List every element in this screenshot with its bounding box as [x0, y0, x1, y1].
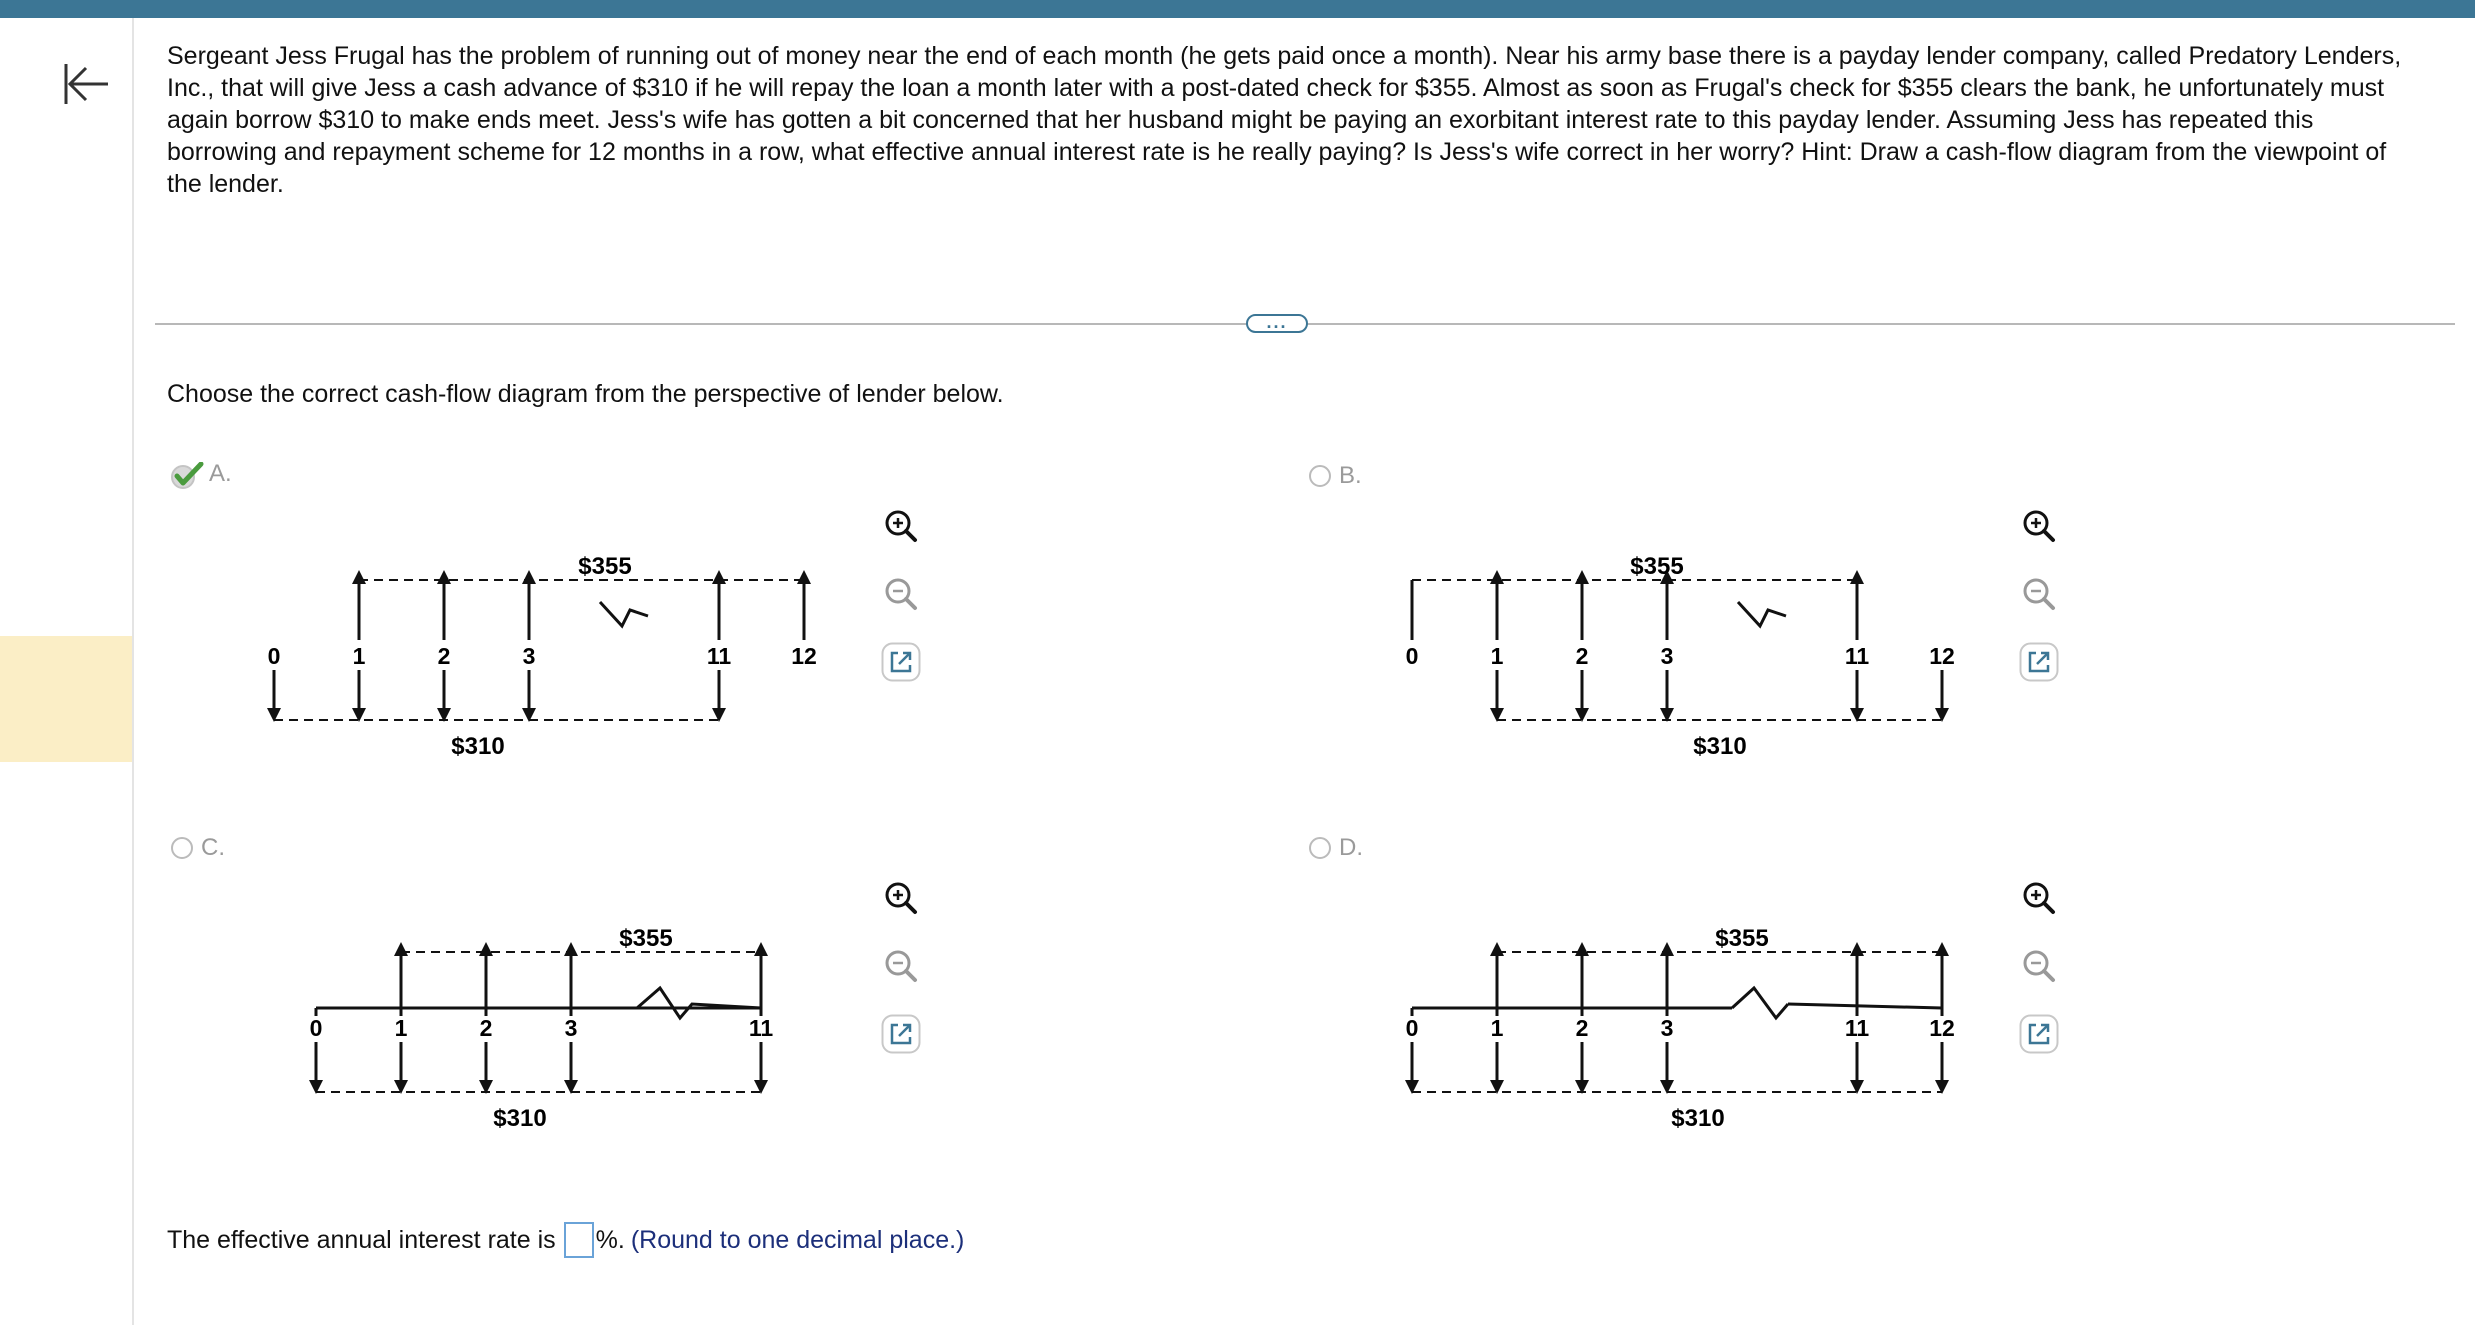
payment-amount: $310: [1671, 1105, 1725, 1132]
tick-label: 0: [267, 643, 281, 669]
option-a-popout-button[interactable]: [881, 642, 921, 682]
option-d-popout-button[interactable]: [2019, 1014, 2059, 1054]
receipt-amount: $355: [619, 925, 673, 952]
payment-amount: $310: [1693, 733, 1747, 760]
zoom-in-icon: [881, 506, 921, 546]
zoom-out-icon: [2019, 574, 2059, 614]
tick-label: 12: [1929, 643, 1955, 669]
option-a-zoom-out-button[interactable]: [881, 574, 921, 614]
zoom-out-icon: [2019, 946, 2059, 986]
option-b-zoom-out-button[interactable]: [2019, 574, 2059, 614]
option-b-popout-button[interactable]: [2019, 642, 2059, 682]
option-d-label: D.: [1339, 834, 1363, 861]
option-a-zoom-in-button[interactable]: [881, 506, 921, 546]
option-b[interactable]: [1309, 462, 1362, 490]
receipt-amount: $355: [1630, 553, 1684, 580]
zoom-in-icon: [2019, 878, 2059, 918]
popout-icon: [881, 1014, 921, 1054]
option-d[interactable]: [1309, 834, 1363, 862]
option-c-popout-button[interactable]: [881, 1014, 921, 1054]
diagram-b: [1388, 540, 1978, 760]
back-icon: [58, 58, 114, 110]
tick-label: 11: [1844, 1015, 1870, 1041]
diagram-c: [292, 912, 802, 1132]
option-a-label: A.: [209, 460, 232, 487]
tick-label: 1: [394, 1015, 408, 1041]
popout-icon: [2019, 1014, 2059, 1054]
sidebar: [0, 18, 134, 1325]
receipt-amount: $355: [578, 553, 632, 580]
tick-label: 12: [791, 643, 817, 669]
sidebar-highlight: [0, 636, 132, 762]
option-c-zoom-out-button[interactable]: [881, 946, 921, 986]
diagram-d: [1388, 912, 1978, 1132]
zoom-out-icon: [881, 946, 921, 986]
tick-label: 2: [479, 1015, 493, 1041]
option-d-zoom-out-button[interactable]: [2019, 946, 2059, 986]
tick-label: 2: [1575, 1015, 1589, 1041]
tick-label: 2: [1575, 643, 1589, 669]
option-b-zoom-in-button[interactable]: [2019, 506, 2059, 546]
option-d-zoom-in-button[interactable]: [2019, 878, 2059, 918]
option-b-label: B.: [1339, 462, 1362, 489]
checkmark-icon: [171, 462, 205, 490]
tick-label: 0: [1405, 643, 1419, 669]
popout-icon: [2019, 642, 2059, 682]
zoom-in-icon: [2019, 506, 2059, 546]
tick-label: 12: [1929, 1015, 1955, 1041]
diagram-a: [250, 540, 840, 760]
popout-icon: [881, 642, 921, 682]
option-c-radio[interactable]: [171, 837, 193, 859]
option-c-label: C.: [201, 834, 225, 861]
option-a-radio[interactable]: [171, 462, 195, 486]
tick-label: 3: [522, 643, 536, 669]
option-c[interactable]: [171, 834, 225, 862]
problem-text: Sergeant Jess Frugal has the problem of running out of money near the end of each month (he gets paid once a month). Near his army base there is a payday lender company, called Predatory Lenders, Inc., that will give Jess a cash advance of $310 if he will repay the loan a month later with a post-dated check for $355. Almost as soon as Frugal's check for $355 clears the bank, he unfortunately must again borrow $310 to make ends meet. Jess's wife has gotten a bit concerned that her husband might be paying an exorbitant interest rate to this payday lender. Assuming Jess has repeated this borrowing and repayment scheme for 12 months in a row, what effective annual interest rate is he really paying? Is Jess's wife correct in her worry? Hint: Draw a cash-flow diagram from the viewpoint of the lender.: [167, 42, 2402, 198]
question-prompt: Choose the correct cash-flow diagram from the perspective of lender below.: [167, 380, 1004, 408]
tick-label: 3: [1660, 1015, 1674, 1041]
tick-label: 0: [309, 1015, 323, 1041]
payment-amount: $310: [451, 733, 505, 760]
tick-label: 1: [1490, 1015, 1504, 1041]
interest-rate-input[interactable]: [564, 1222, 594, 1258]
answer-row: [167, 1222, 964, 1258]
payment-amount: $310: [493, 1105, 547, 1132]
answer-prefix: The effective annual interest rate is: [167, 1225, 556, 1254]
answer-suffix: %.: [595, 1225, 625, 1254]
expand-more-button[interactable]: ...: [1246, 314, 1308, 333]
option-b-radio[interactable]: [1309, 465, 1331, 487]
option-a[interactable]: [171, 460, 232, 488]
tick-label: 3: [564, 1015, 578, 1041]
zoom-out-icon: [881, 574, 921, 614]
top-bar: [0, 0, 2475, 18]
option-d-radio[interactable]: [1309, 837, 1331, 859]
rounding-hint: (Round to one decimal place.): [630, 1225, 965, 1254]
tick-label: 11: [706, 643, 732, 669]
option-c-zoom-in-button[interactable]: [881, 878, 921, 918]
tick-label: 1: [352, 643, 366, 669]
tick-label: 2: [437, 643, 451, 669]
tick-label: 11: [1844, 643, 1870, 669]
zoom-in-icon: [881, 878, 921, 918]
tick-label: 3: [1660, 643, 1674, 669]
tick-label: 11: [748, 1015, 774, 1041]
back-button[interactable]: [58, 58, 114, 110]
tick-label: 1: [1490, 643, 1504, 669]
receipt-amount: $355: [1715, 925, 1769, 952]
tick-label: 0: [1405, 1015, 1419, 1041]
